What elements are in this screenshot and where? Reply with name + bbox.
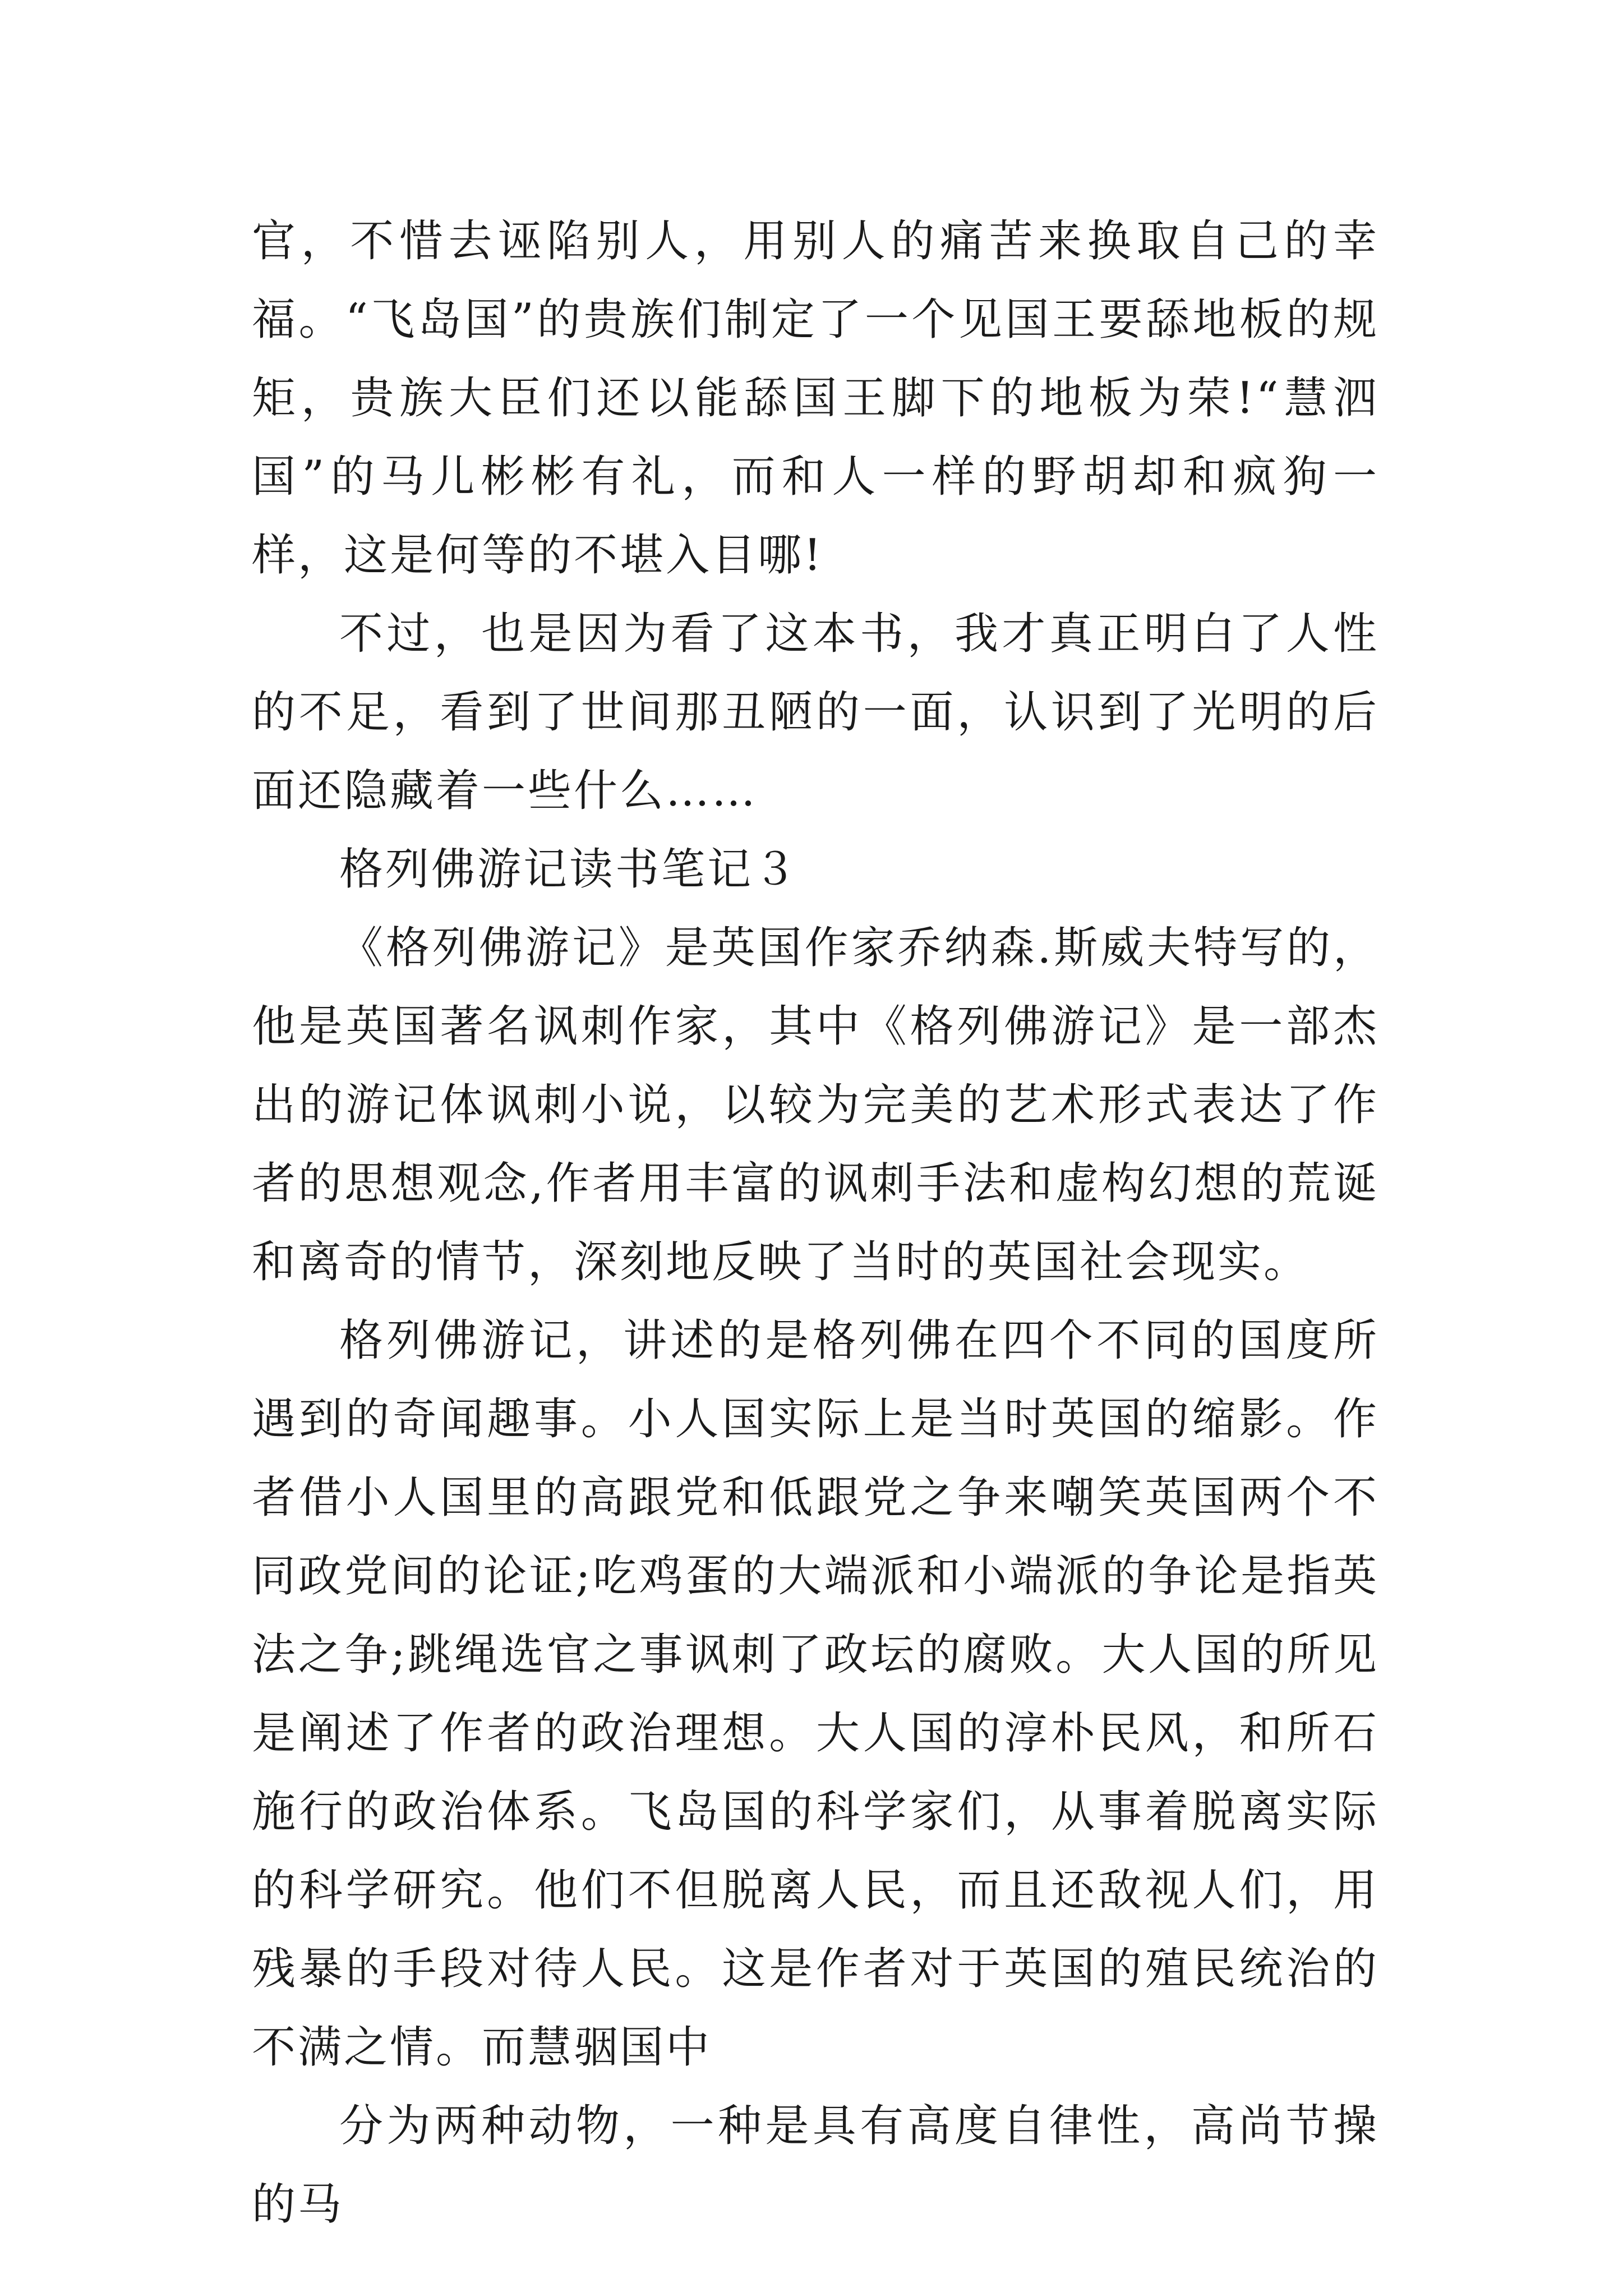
paragraph-summary: 格列佛游记，讲述的是格列佛在四个不同的国度所遇到的奇闻趣事。小人国实际上是当时英国的缩影。作者借小人国里的高跟党和低跟党之争来嘲笑英国两个不同政党间的论证;吃鸡蛋的大端派和小端派的争论是指英法之争;跳绳选官之事讽刺了政坛的腐败。大人国的所见是阐述了作者的政治理想。大人国的淳朴民风，和所石施行的政治体系。飞岛国的科学家们，从事着脱离实际的科学研究。他们不但脱离人民，而且还敌视人们，用残暴的手段对待人民。这是作者对于英国的殖民统治的不满之情。而慧骃国中 bbox=[252, 1315, 1379, 2073]
paragraph-reflection: 不过，也是因为看了这本书，我才真正明白了人性的不足，看到了世间那丑陋的一面，认识到了光明的后面还隐藏着一些什么…… bbox=[252, 609, 1379, 816]
document-body bbox=[252, 202, 1379, 2244]
paragraph-continuation: 官，不惜去诬陷别人，用别人的痛苦来换取自己的幸福。“飞岛国”的贵族们制定了一个见国王要舔地板的规矩，贵族大臣们还以能舔国王脚下的地板为荣!“慧泗国”的马儿彬彬有礼，而和人一样的野胡却和疯狗一样，这是何等的不堪入目哪! bbox=[252, 216, 1379, 581]
paragraph-houyhnhnm: 分为两种动物，一种是具有高度自律性，高尚节操的马 bbox=[252, 2101, 1379, 2230]
section-heading: 格列佛游记读书笔记３ bbox=[339, 844, 800, 895]
paragraph-intro: 《格列佛游记》是英国作家乔纳森.斯威夫特写的，他是英国著名讽刺作家，其中《格列佛游记》是一部杰出的游记体讽刺小说，以较为完美的艺术形式表达了作者的思想观念,作者用丰富的讽刺手法和虚构幻想的荒诞和离奇的情节，深刻地反映了当时的英国社会现实。 bbox=[252, 923, 1379, 1287]
